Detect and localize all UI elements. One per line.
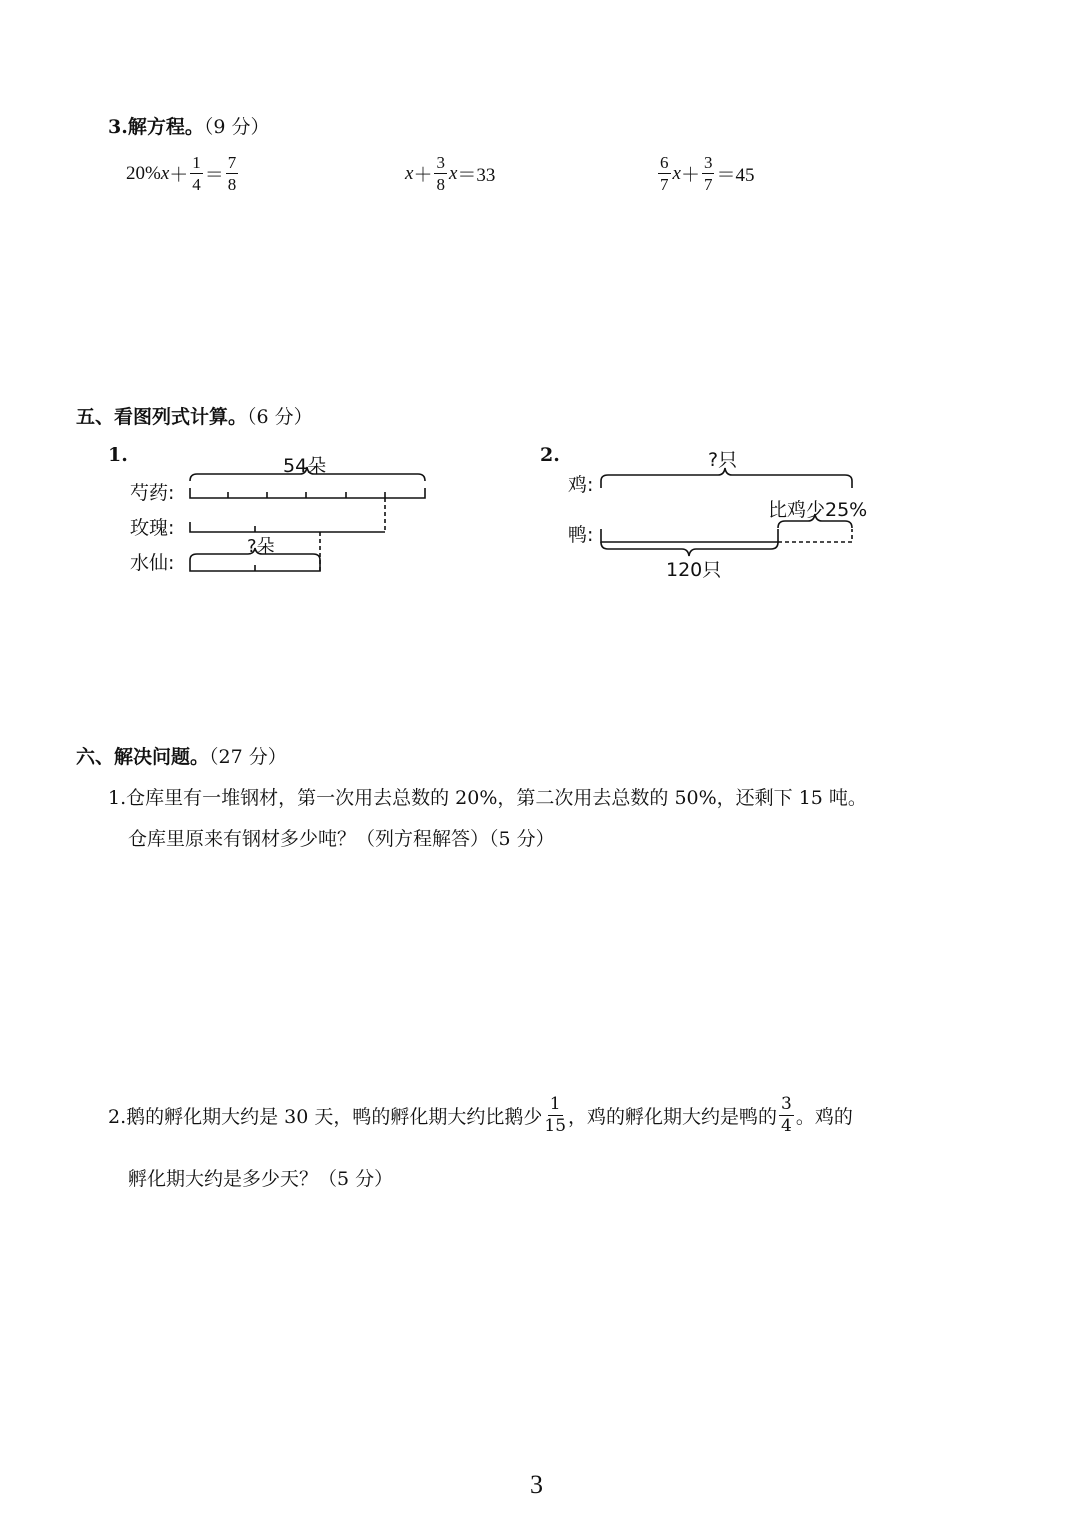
- row-label-duck: 鸭:: [568, 524, 594, 546]
- eq3-fraction-2: $\frac{3}{7}$: [703, 153, 713, 194]
- eq1-plus: ＋: [169, 165, 189, 186]
- eq1-percent: 20%: [126, 162, 161, 184]
- bar-rose: [190, 522, 385, 532]
- eq3-fraction-1: $\frac{6}{7}$: [660, 153, 669, 194]
- eq3-plus: ＋: [680, 165, 700, 186]
- problem-6-2-line-1: 2.鹅的孵化期大约是 30 天，鸭的孵化期大约比鹅少 $\frac{1}{15}$ ，鸡的孵化期大约是鸭的 $\frac{3}{4}$ 。鸡的: [108, 1094, 853, 1136]
- eq3-var: x: [672, 162, 681, 184]
- label-54: 54朵: [283, 455, 327, 477]
- row-label-peony: 芍药:: [130, 482, 175, 504]
- eq2-rhs: ＝33: [457, 165, 496, 186]
- bar-peony: [190, 488, 425, 498]
- label-q-narcissus: ?朵: [247, 536, 275, 557]
- page-number: 3: [530, 1470, 543, 1499]
- problem-6-1-line-2: 仓库里原来有钢材多少吨？（列方程解答）（5 分）: [128, 828, 555, 850]
- problems-heading: [76, 742, 287, 769]
- equations-title: 3.解方程。: [108, 116, 204, 138]
- eq2-fraction: $\frac{3}{8}$: [436, 153, 445, 194]
- eq1-var: x: [160, 162, 170, 184]
- problem-2-number: 2.: [540, 444, 560, 466]
- label-diff: 比鸡少25%: [768, 499, 868, 521]
- brace-duck-120: [601, 542, 778, 556]
- problems-title: 六、解决问题。: [76, 746, 210, 768]
- flower-bar-diagram: [0, 0, 1080, 620]
- problem-6-2-line-2: 孵化期大约是多少天？（5 分）: [128, 1168, 394, 1190]
- problem-1-number: 1.: [108, 444, 128, 466]
- fraction-1-15: $\frac{1}{15}$: [544, 1094, 567, 1136]
- dashed-guides: [320, 498, 385, 571]
- eq1-fraction-2: $\frac{7}{8}$: [227, 153, 237, 194]
- label-120: 120只: [666, 559, 722, 581]
- bar-duck-dashed: [778, 529, 852, 542]
- eq1-fraction-1: $\frac{1}{4}$: [192, 153, 201, 194]
- eq2-plus: ＋: [413, 165, 433, 186]
- label-q-chicken: ?只: [708, 449, 738, 471]
- eq2-var-2: x: [448, 162, 458, 184]
- eq2-var-1: x: [405, 162, 414, 184]
- peony-ticks: [228, 492, 385, 498]
- problem-6-1-line-1: 1.仓库里有一堆钢材，第一次用去总数的 20%，第二次用去总数的 50%，还剩下 15 吨。: [108, 787, 867, 809]
- brace-chicken: [601, 468, 852, 488]
- eq3-rhs: ＝45: [716, 165, 755, 186]
- row-label-chicken: 鸡:: [568, 474, 594, 496]
- diagram-section-points: （6 分）: [247, 406, 313, 428]
- bar-duck: [601, 529, 778, 542]
- diagram-section-title: 五、看图列式计算。: [76, 406, 248, 428]
- eq1-equals: ＝: [204, 165, 224, 186]
- fraction-3-4: $\frac{3}{4}$: [781, 1094, 792, 1136]
- row-label-narcissus: 水仙:: [130, 552, 175, 574]
- row-label-rose: 玫瑰:: [130, 517, 175, 539]
- equations-points: （9 分）: [203, 116, 270, 138]
- problems-points: （27 分）: [209, 746, 287, 768]
